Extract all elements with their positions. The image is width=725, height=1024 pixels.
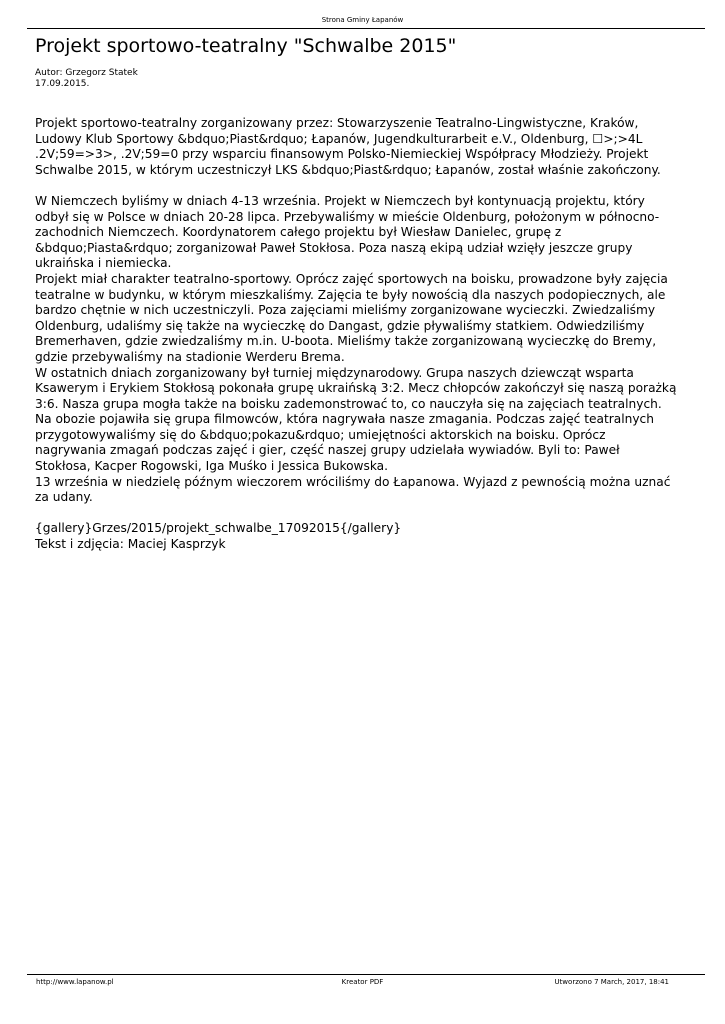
article-line: Projekt miał charakter teatralno-sportowy. Oprócz zajęć sportowych na boisku, prowadzone były zajęcia (35, 271, 668, 286)
article-line: gdzie przebywaliśmy na stadionie Werderu Brema. (35, 349, 345, 364)
article-line: ukraińska i niemiecka. (35, 256, 172, 271)
article-title: Projekt sportowo-teatralny "Schwalbe 2015" (35, 35, 457, 57)
article-line: Stokłosa, Kacper Rogowski, Iga Muśko i Jessica Bukowska. (35, 459, 389, 474)
article-line: W ostatnich dniach zorganizowany był turniej międzynarodowy. Grupa naszych dziewcząt wsparta (35, 365, 634, 380)
footer-divider (27, 974, 705, 975)
page-header-site-name: Strona Gminy Łapanów (321, 16, 404, 24)
footer-generator: Kreator PDF (341, 978, 384, 986)
article-line: 13 września w niedzielę późnym wieczorem wróciliśmy do Łapanowa. Wyjazd z pewnością można uznać (35, 474, 671, 489)
article-line: Oldenburg, udaliśmy się także na wycieczkę do Dangast, gdzie pływaliśmy statkiem. Odwiedziliśmy (35, 318, 645, 333)
article-line: Na obozie pojawiła się grupa filmowców, która nagrywała nasze zmagania. Podczas zajęć teatralnych (35, 412, 654, 427)
article-line: teatralne w budynku, w którym mieszkaliśmy. Zajęcia te były nowością dla naszych podopiecznych, ale (35, 287, 666, 302)
article-line: Schwalbe 2015, w którym uczestniczył LKS &bdquo;Piast&rdquo; Łapanów, został właśnie zakończony. (35, 162, 661, 177)
article-line: Tekst i zdjęcia: Maciej Kasprzyk (35, 537, 226, 552)
article-line: przygotowywaliśmy się do &bdquo;pokazu&rdquo; umiejętności aktorskich na boisku. Oprócz (35, 427, 606, 442)
article-line: Bremerhaven, gdzie zwiedzaliśmy m.in. U-boota. Mieliśmy także zorganizowaną wycieczkę do Bremy, (35, 334, 657, 349)
footer-url: http://www.lapanow.pl (36, 978, 114, 986)
article-line: W Niemczech byliśmy w dniach 4-13 września. Projekt w Niemczech był kontynuacją projektu, który (35, 193, 645, 208)
article-line: bardzo chętnie w nich uczestniczyli. Poza zajęciami mieliśmy zorganizowane wycieczki. Zwiedzaliśmy (35, 303, 656, 318)
article-line: 3:6. Nasza grupa mogła także na boisku zademonstrować to, co nauczyła się na zajęciach teatralnych. (35, 396, 662, 411)
article-body (35, 116, 705, 553)
article-meta (35, 68, 138, 90)
article-line: Ludowy Klub Sportowy &bdquo;Piast&rdquo; Łapanów, Jugendkulturarbeit e.V., Oldenburg, ☐>;>4L (35, 131, 643, 146)
article-line: Projekt sportowo-teatralny zorganizowany przez: Stowarzyszenie Teatralno-Lingwistyczne, Kraków, (35, 116, 639, 130)
article-line: &bdquo;Piasta&rdquo; zorganizował Paweł Stokłosa. Poza naszą ekipą udział wzięły jeszcze grupy (35, 240, 633, 255)
article-line: .2V;59=>3>, .2V;59=0 przy wsparciu finansowym Polsko-Niemieckiej Współpracy Młodzieży. Projekt (35, 147, 649, 162)
article-line: za udany. (35, 490, 93, 505)
article-line: zachodnich Niemczech. Koordynatorem całego projektu był Wiesław Danielec, grupę z (35, 225, 562, 240)
article-author: Autor: Grzegorz Statek (35, 68, 138, 78)
article-line: odbył się w Polsce w dniach 20-28 lipca. Przebywaliśmy w mieście Oldenburg, położonym w północno- (35, 209, 660, 224)
header-divider (27, 28, 705, 29)
article-line: nagrywania zmagań podczas zajęć i gier, część naszej grupy udzielała wywiadów. Byli to: Paweł (35, 443, 620, 458)
footer-created-date: Utworzono 7 March, 2017, 18:41 (554, 978, 669, 986)
paragraph-gap (35, 178, 705, 194)
article-line: Ksawerym i Erykiem Stokłosą pokonała grupę ukraińską 3:2. Mecz chłopców zakończył się naszą porażką (35, 381, 677, 396)
paragraph-gap (35, 506, 705, 522)
article-line: {gallery}Grzes/2015/projekt_schwalbe_17092015{/gallery} (35, 521, 402, 536)
article-date: 17.09.2015. (35, 79, 90, 89)
